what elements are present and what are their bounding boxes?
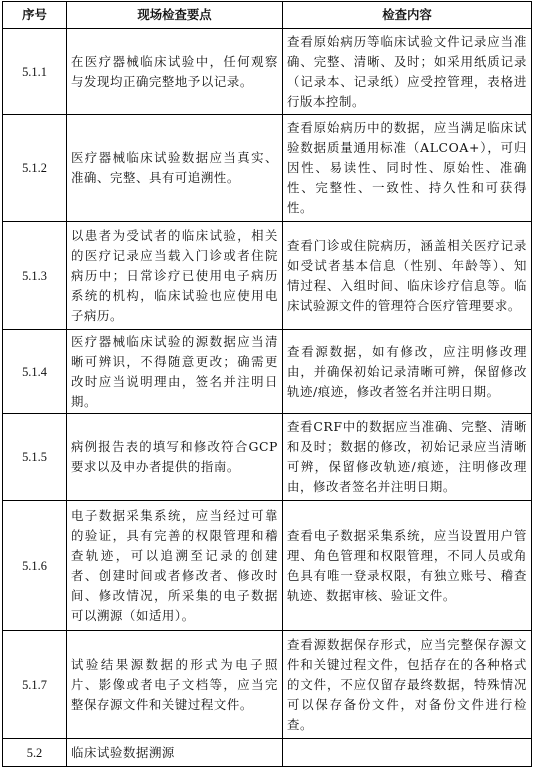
- row-requirement: 试验结果源数据的形式为电子照片、影像或者电子文档等，应当完整保存源文件和关键过程文件。: [67, 631, 283, 739]
- table-row: [3, 739, 532, 767]
- table-row: [3, 330, 532, 414]
- row-requirement: 临床试验数据溯源: [67, 739, 283, 767]
- row-content: 查看源数据保存形式，应当完整保存源文件和关键过程文件，包括存在的各种格式的文件，不应仅留存最终数据，特殊情况可以保存备份文件，对备份文件进行检查。: [283, 631, 532, 739]
- row-requirement: 医疗器械临床试验的源数据应当清晰可辨识，不得随意更改；确需更改时应当说明理由，签名并注明日期。: [67, 330, 283, 414]
- row-content: [283, 739, 532, 767]
- row-content: 查看CRF中的数据应当准确、完整、清晰和及时；数据的修改，初始记录应当清晰可辨，保留修改轨迹/痕迹，注明修改理由，修改者签名并注明日期。: [283, 414, 532, 501]
- row-content: 查看原始病历中的数据，应当满足临床试验数据质量通用标准（ALCOA+），可归因性、易读性、同时性、原始性、准确性、完整性、一致性、持久性和可获得性。: [283, 115, 532, 222]
- table-row: [3, 414, 532, 501]
- row-content: 查看电子数据采集系统，应当设置用户管理、角色管理和权限管理，不同人员或角色具有唯一登录权限，有独立账号、稽查轨迹、数据审核、验证文件。: [283, 501, 532, 631]
- row-num: 5.1.3: [3, 222, 67, 330]
- row-num: 5.1.1: [3, 29, 67, 115]
- row-requirement: 以患者为受试者的临床试验，相关的医疗记录应当载入门诊或者住院病历中；日常诊疗已使用电子病历系统的机构，临床试验也应使用电子病历。: [67, 222, 283, 330]
- row-content: 查看原始病历等临床试验文件记录应当准确、完整、清晰、及时；如采用纸质记录（记录本、记录纸）应受控管理，表格进行版本控制。: [283, 29, 532, 115]
- row-num: 5.2: [3, 739, 67, 767]
- inspection-table: [2, 1, 532, 767]
- header-num: 序号: [3, 2, 67, 29]
- row-num: 5.1.2: [3, 115, 67, 222]
- table-header-row: [3, 2, 532, 29]
- row-content: 查看源数据，如有修改，应注明修改理由，并确保初始记录清晰可辨，保留修改轨迹/痕迹，修改者签名并注明日期。: [283, 330, 532, 414]
- row-requirement: 在医疗器械临床试验中，任何观察与发现均正确完整地予以记录。: [67, 29, 283, 115]
- table-row: [3, 222, 532, 330]
- table-row: [3, 29, 532, 115]
- row-num: 5.1.5: [3, 414, 67, 501]
- row-requirement: 医疗器械临床试验数据应当真实、准确、完整、具有可追溯性。: [67, 115, 283, 222]
- row-num: 5.1.7: [3, 631, 67, 739]
- row-num: 5.1.6: [3, 501, 67, 631]
- table-row: [3, 631, 532, 739]
- table-row: [3, 501, 532, 631]
- row-requirement: 病例报告表的填写和修改符合GCP要求以及申办者提供的指南。: [67, 414, 283, 501]
- header-content: 检查内容: [283, 2, 532, 29]
- header-requirement: 现场检查要点: [67, 2, 283, 29]
- row-num: 5.1.4: [3, 330, 67, 414]
- row-content: 查看门诊或住院病历，涵盖相关医疗记录如受试者基本信息（性别、年龄等）、知情过程、入组时间、临床诊疗信息等。临床试验源文件的管理符合医疗管理要求。: [283, 222, 532, 330]
- table-row: [3, 115, 532, 222]
- row-requirement: 电子数据采集系统，应当经过可靠的验证，具有完善的权限管理和稽查轨迹，可以追溯至记录的创建者、创建时间或者修改者、修改时间、修改情况，所采集的电子数据可以溯源（如适用）。: [67, 501, 283, 631]
